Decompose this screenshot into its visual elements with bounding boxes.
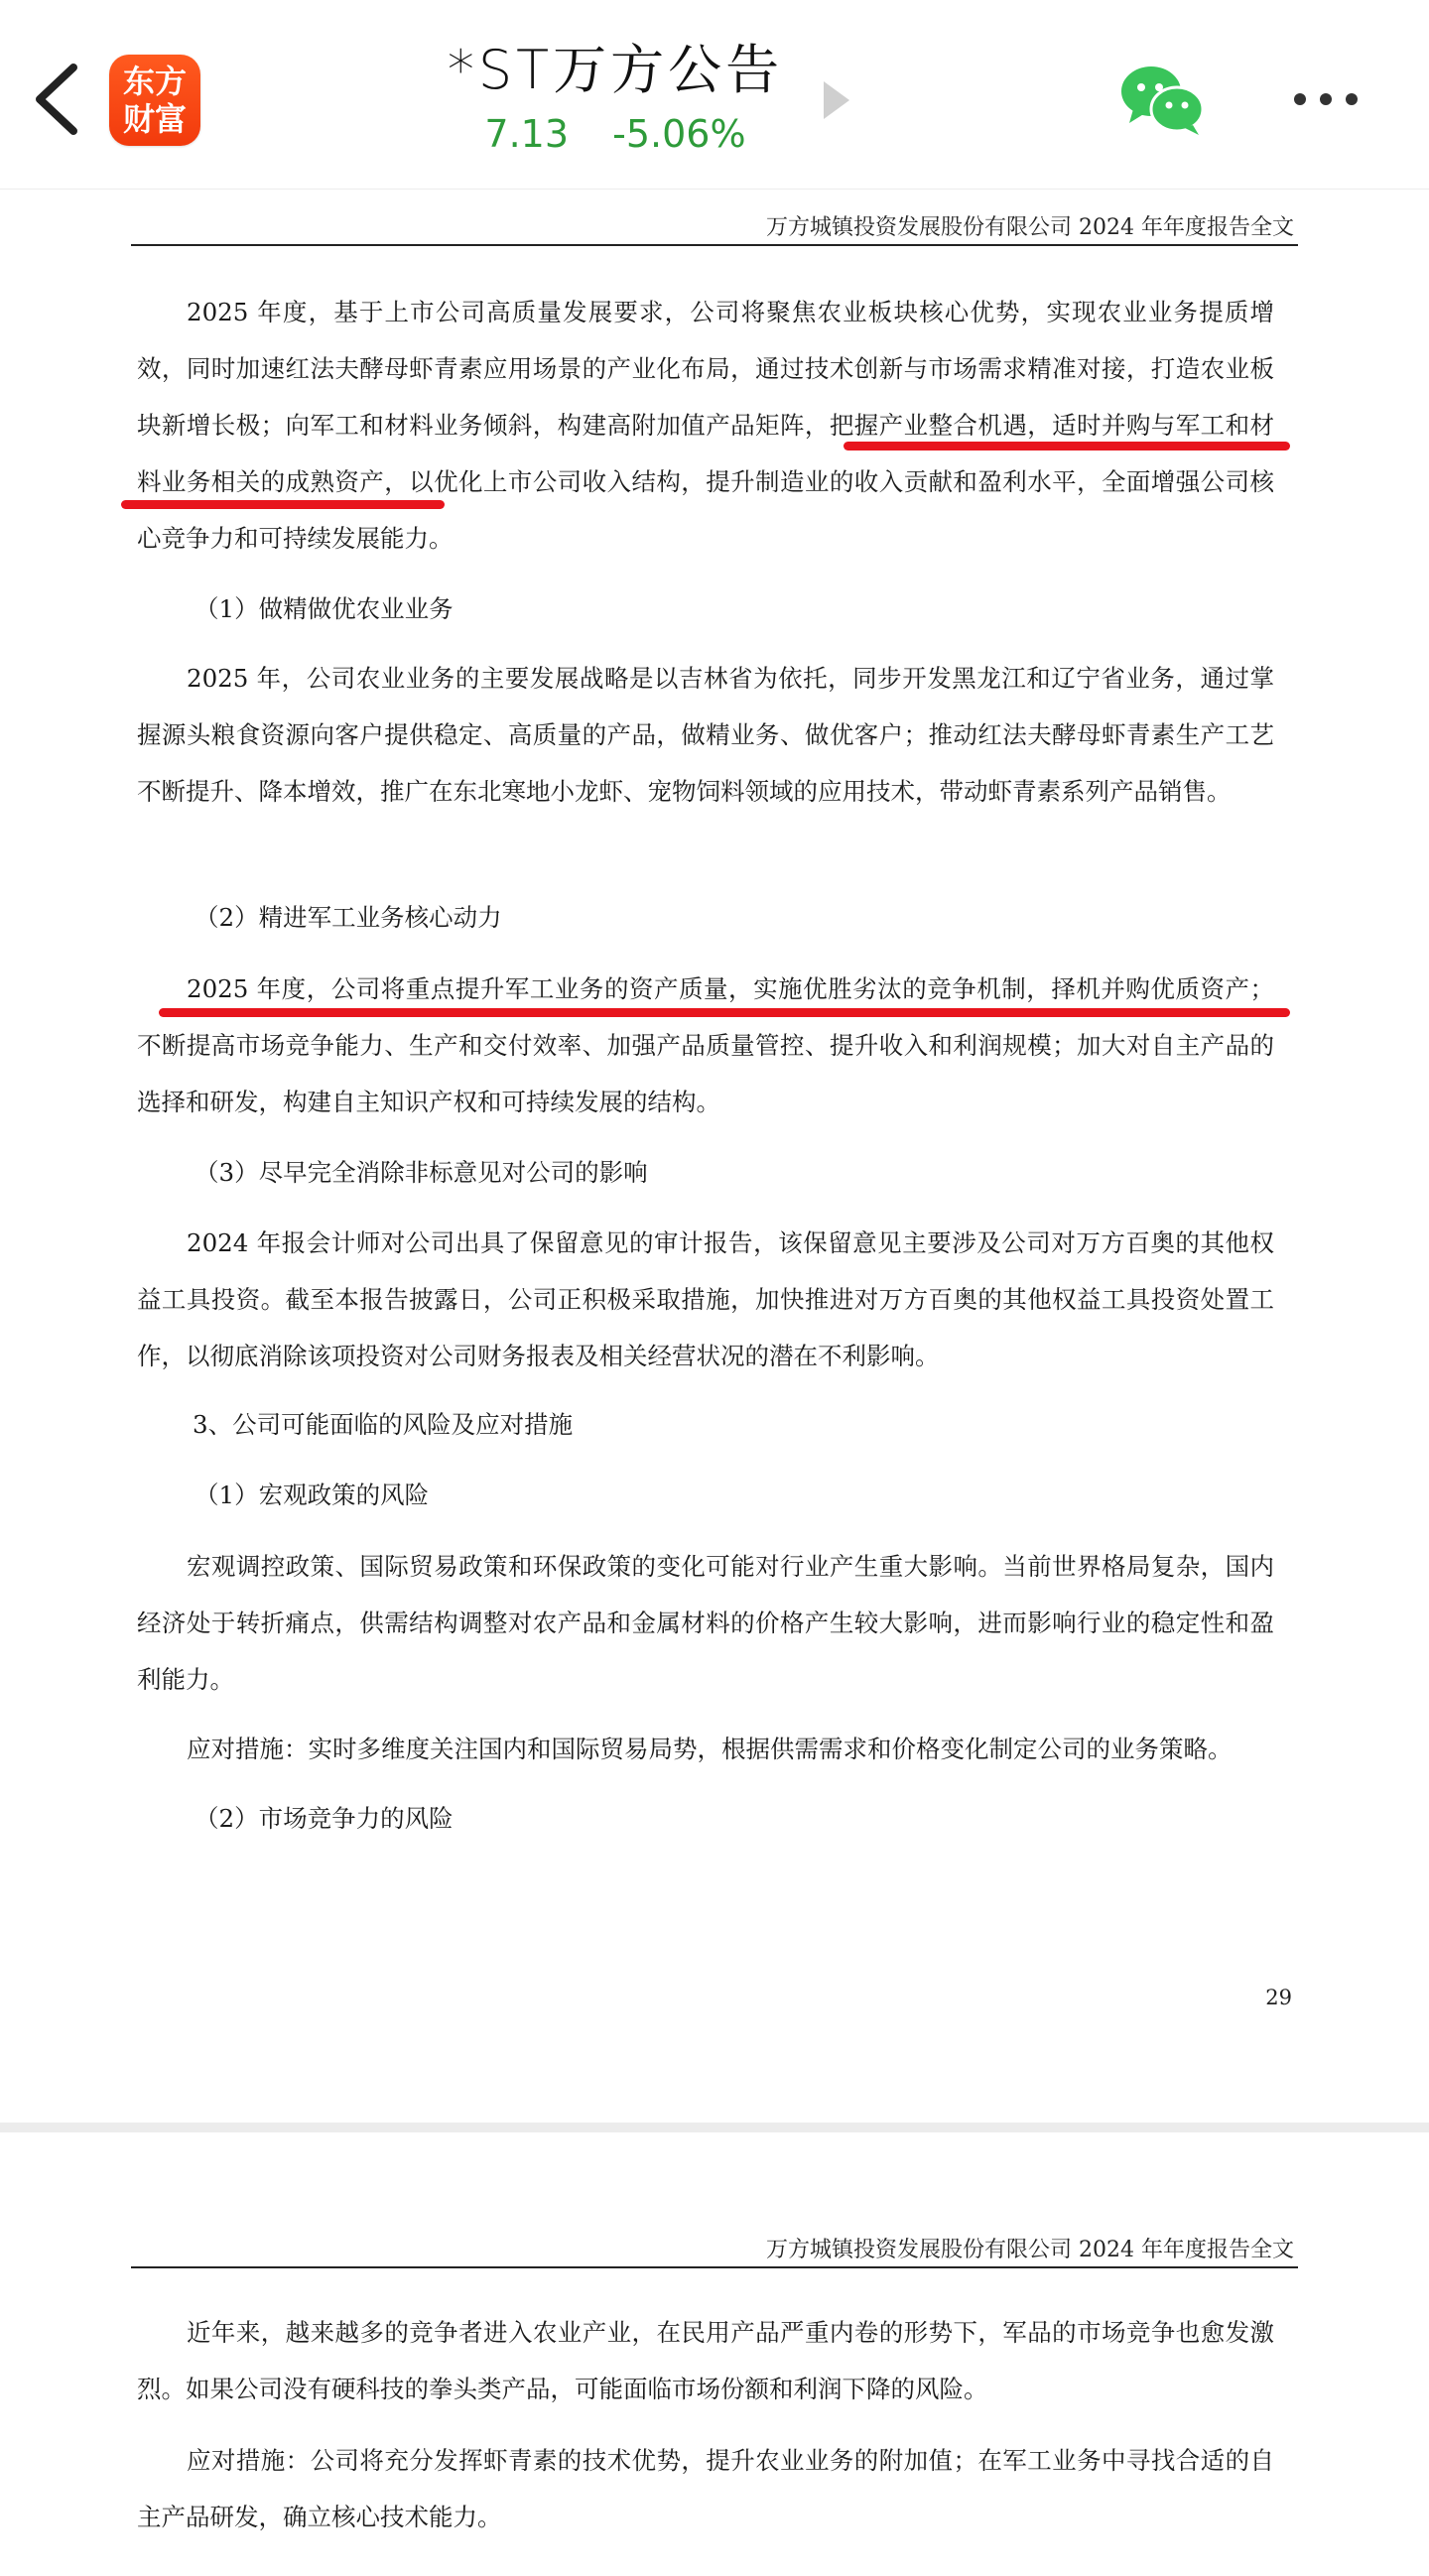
- red-underline-mark: [159, 1008, 1290, 1017]
- paragraph-strategy-2025: 2025 年度，基于上市公司高质量发展要求，公司将聚焦农业板块核心优势，实现农业业务提质增效，同时加速红法夫酵母虾青素应用场景的产业化布局，通过技术创新与市场需求精准对接，打造农业板块新增长极；向军工和材料业务倾斜，构建高附加值产品矩阵，把握产业整合机遇，适时并购与军工和材料业务相关的成熟资产，以优化上市公司收入结构，提升制造业的收入贡献和盈利水平，全面增强公司核心竞争力和可持续发展能力。: [137, 298, 1274, 553]
- logo-line-2: 财富: [122, 100, 187, 138]
- wechat-icon: [1119, 64, 1205, 135]
- section-heading-military: （2）精进军工业务核心动力: [195, 903, 502, 932]
- stock-change: -5.06%: [612, 112, 746, 156]
- more-dots-icon: [1290, 87, 1362, 111]
- app-logo: [109, 55, 200, 146]
- section-heading-audit-opinion: （3）尽早完全消除非标意见对公司的影响: [195, 1158, 648, 1187]
- section-heading-macro-risk: （1）宏观政策的风险: [195, 1481, 430, 1509]
- more-options-button[interactable]: [1290, 87, 1362, 111]
- running-header: 万方城镇投资发展股份有限公司 2024 年年度报告全文: [766, 2238, 1294, 2262]
- section-heading-agriculture: （1）做精做优农业业务: [195, 594, 454, 623]
- paragraph-competition: 近年来，越来越多的竞争者进入农业产业，在民用产品严重内卷的形势下，军品的市场竞争也愈发激烈。如果公司没有硬科技的拳头类产品，可能面临市场份额和利润下降的风险。: [137, 2318, 1274, 2403]
- paragraph-agriculture: 2025 年，公司农业业务的主要发展战略是以吉林省为依托，同步开发黑龙江和辽宁省业务，通过掌握源头粮食资源向客户提供稳定、高质量的产品，做精业务、做优客户；推动红法夫酵母虾青素生产工艺不断提升、降本增效，推广在东北寒地小龙虾、宠物饲料领域的应用技术，带动虾青素系列产品销售。: [137, 664, 1274, 806]
- section-heading-risks: 3、公司可能面临的风险及应对措施: [193, 1410, 574, 1439]
- section-heading-competition-risk: （2）市场竞争力的风险: [195, 1804, 454, 1833]
- chevron-left-icon: [28, 60, 87, 139]
- page-number: 29: [1265, 1986, 1292, 2009]
- next-stock-button[interactable]: [822, 79, 851, 121]
- stock-price: 7.13: [484, 112, 570, 156]
- red-underline-mark: [121, 500, 445, 509]
- header-rule: [131, 244, 1298, 246]
- paragraph-competition-measures: 应对措施：公司将充分发挥虾青素的技术优势，提升农业业务的附加值；在军工业务中寻找合适的自主产品研发，确立核心技术能力。: [137, 2446, 1274, 2531]
- paragraph-audit-opinion: 2024 年报会计师对公司出具了保留意见的审计报告，该保留意见主要涉及公司对万方百奥的其他权益工具投资。截至本报告披露日，公司正积极采取措施，加快推进对万方百奥的其他权益工具投资处置工作，以彻底消除该项投资对公司财务报表及相关经营状况的潜在不利影响。: [137, 1228, 1274, 1370]
- app-top-bar: [0, 0, 1429, 190]
- paragraph-macro-measures: 应对措施：实时多维度关注国内和国际贸易局势，根据供需需求和价格变化制定公司的业务策略。: [187, 1735, 1233, 1763]
- play-triangle-icon: [822, 79, 851, 121]
- paragraph-macro-risk: 宏观调控政策、国际贸易政策和环保政策的变化可能对行业产生重大影响。当前世界格局复杂，国内经济处于转折痛点，供需结构调整对农产品和金属材料的价格产生较大影响，进而影响行业的稳定性和盈利能力。: [137, 1552, 1274, 1694]
- page-title: *ST万方公告: [447, 39, 784, 101]
- running-header: 万方城镇投资发展股份有限公司 2024 年年度报告全文: [766, 215, 1294, 240]
- title-block: [397, 36, 834, 159]
- page-separator: [0, 2123, 1429, 2132]
- wechat-share-button[interactable]: [1119, 64, 1205, 135]
- back-button[interactable]: [28, 60, 87, 139]
- header-rule: [131, 2266, 1298, 2268]
- paragraph-military: 2025 年度，公司将重点提升军工业务的资产质量，实施优胜劣汰的竞争机制，择机并购优质资产；不断提高市场竞争能力、生产和交付效率、加强产品质量管控、提升收入和利润规模；加大对自主产品的选择和研发，构建自主知识产权和可持续发展的结构。: [137, 974, 1274, 1116]
- stock-quote: [397, 109, 834, 159]
- red-underline-mark: [844, 442, 1290, 451]
- logo-line-1: 东方: [122, 63, 187, 100]
